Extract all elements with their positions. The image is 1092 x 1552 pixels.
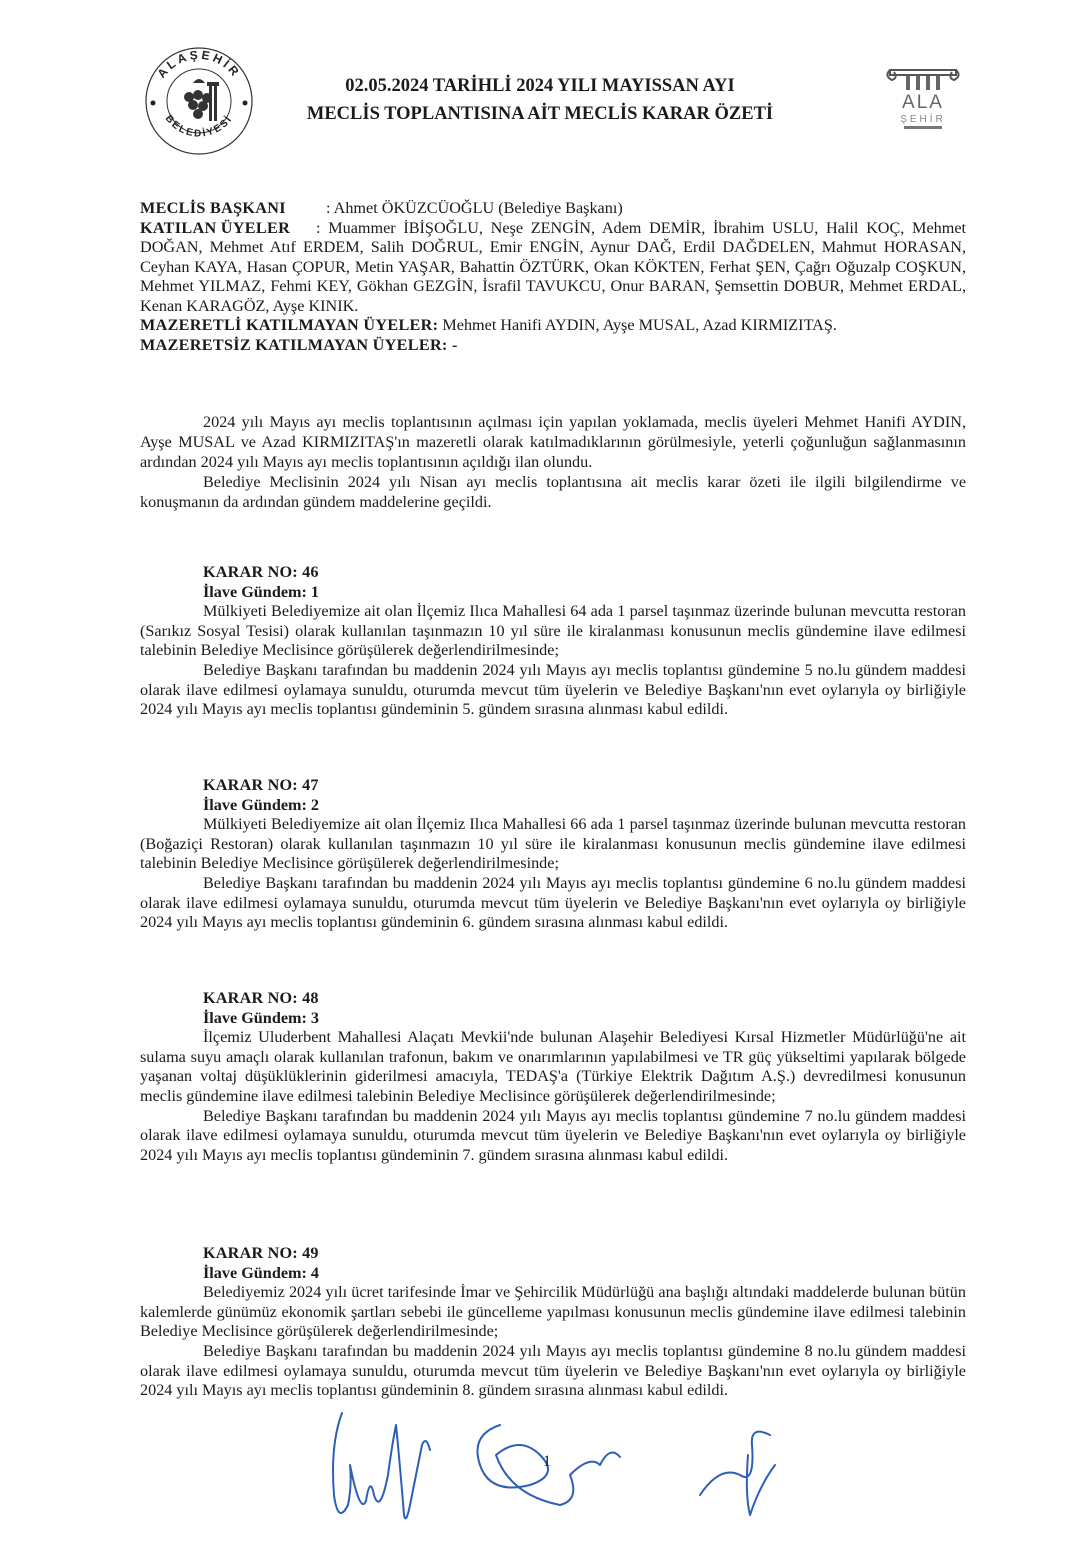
document-title	[270, 72, 810, 128]
title-line-2: MECLİS TOPLANTISINA AİT MECLİS KARAR ÖZETİ	[306, 104, 774, 124]
decision-heading: KARAR NO: 47	[203, 776, 319, 794]
decision-paragraph: Belediye Başkanı tarafından bu maddenin 2024 yılı Mayıs ayı meclis toplantısı gündemine 7 no.lu gündem maddesi olarak ilave edilmesi oylamaya sunuldu, oturumda mevcut tüm üyelerin ve Belediye Başkanı'nın evet oylarıyla oy birliğiyle 2024 yılı Mayıs ayı meclis toplantısı gündeminin 7. gündem sırasına alınması kabul edildi.	[140, 1106, 966, 1164]
president-value: : Ahmet ÖKÜZCÜOĞLU (Belediye Başkanı)	[326, 199, 623, 217]
signature-1	[333, 1413, 430, 1518]
decision-agenda: İlave Gündem: 4	[203, 1263, 320, 1282]
decision-paragraph: Mülkiyeti Belediyemize ait olan İlçemiz Ilıca Mahallesi 64 ada 1 parsel taşınmaz üzerinde bulunan mevcutta restoran (Sarıkız Sosyal Tesisi) olarak kullanılan taşınmazın 10 yıl süre ile kiralanması konusunun meclis gündemine ilave edilmesi talebinin Belediye Meclisince görüşülerek değerlendirilmesinde;	[140, 602, 966, 660]
unexcused-line	[140, 336, 966, 356]
decision-agenda: İlave Gündem: 2	[203, 795, 320, 814]
decision-paragraph: Belediyemiz 2024 yılı ücret tarifesinde İmar ve Şehircilik Müdürlüğü ana başlığı altındaki maddelerde bulunan bütün kalemlerde günümüz ekonomik şartları sebebi ile güncelleme yapılması konusunun meclis gündemine ilave edilmesi talebinin Belediye Meclisince görüşülerek değerlendirilmesinde;	[140, 1283, 966, 1341]
signatures	[300, 1405, 820, 1535]
members-value: : Muammer İBİŞOĞLU, Neşe ZENGİN, Adem DEMİR, İbrahim USLU, Halil KOÇ, Mehmet DOĞAN, Mehmet Atıf ERDEM, Salih DOĞRUL, Emir ENGİN, Aynur DAĞ, Erdil DAĞDELEN, Mahmut HORASAN, Ceyhan KAYA, Hasan ÇOPUR, Metin YAŞAR, Bahattin ÖZTÜRK, Okan KÖKTEN, Ferhat ŞEN, Çağrı Oğuzalp COŞKUN, Mehmet YILMAZ, Fehmi KEY, Gökhan GEZGİN, İsrafil TAVUKCU, Onur BARAN, Şemsettin DOBUR, Mehmet ERDAL, Kenan KARAGÖZ, Ayşe KINIK.	[140, 218, 966, 315]
svg-text:BELEDİYESİ: BELEDİYESİ	[162, 113, 236, 140]
president-line	[140, 199, 966, 219]
excused-line	[140, 316, 966, 336]
alasehir-logo	[880, 62, 966, 132]
svg-text:ALAŞEHİR: ALAŞEHİR	[154, 47, 244, 81]
decision-agenda: İlave Gündem: 1	[203, 582, 320, 601]
attendance-block	[140, 199, 966, 355]
intro-section	[140, 412, 966, 512]
unexcused-label: MAZERETSİZ KATILMAYAN ÜYELER: -	[140, 335, 458, 354]
decision-48	[140, 989, 966, 1165]
signature-3	[700, 1432, 775, 1515]
decision-paragraph: Belediye Başkanı tarafından bu maddenin 2024 yılı Mayıs ayı meclis toplantısı gündemine 5 no.lu gündem maddesi olarak ilave edilmesi oylamaya sunuldu, oturumda mevcut tüm üyelerin ve Belediye Başkanı'nın evet oylarıyla oy birliğiyle 2024 yılı Mayıs ayı meclis toplantısı gündeminin 5. gündem sırasına alınması kabul edildi.	[140, 660, 966, 719]
logo-subtext: ŞEHİR	[900, 114, 946, 125]
president-label: MECLİS BAŞKANI	[140, 199, 286, 217]
decision-paragraph: İlçemiz Uluderbent Mahallesi Alaçatı Mevkii'nde bulunan Alaşehir Belediyesi Kırsal Hizmetler Müdürlüğü'ne ait sulama suyu amaçlı olarak kullanılan trafonun, bakım ve onarımlarının yapılabilmesi ve TR güç yükseltimi yapılarak bölgede yaşanan voltaj düşüklüklerinin giderilmesi amacıyla, TEDAŞ'a (Türkiye Elektrik Dağıtım A.Ş.) devredilmesi konusunun meclis gündemine ilave edilmesi talebinin Belediye Meclisince görüşülerek değerlendirilmesinde;	[140, 1028, 966, 1105]
decision-heading: KARAR NO: 46	[203, 563, 319, 581]
decision-paragraph: Mülkiyeti Belediyemize ait olan İlçemiz Ilıca Mahallesi 66 ada 1 parsel taşınmaz üzerinde bulunan mevcutta restoran (Boğaziçi Restoran) olarak kullanılan taşınmazın 10 yıl süre ile kiralanması konusunun meclis gündemine ilave edilmesi talebinin Belediye Meclisince görüşülerek değerlendirilmesinde;	[140, 815, 966, 873]
decision-agenda: İlave Gündem: 3	[203, 1008, 320, 1027]
excused-value: Mehmet Hanifi AYDIN, Ayşe MUSAL, Azad KIRMIZITAŞ.	[442, 316, 837, 334]
decision-paragraph: Belediye Başkanı tarafından bu maddenin 2024 yılı Mayıs ayı meclis toplantısı gündemine 8 no.lu gündem maddesi olarak ilave edilmesi oylamaya sunuldu, oturumda mevcut tüm üyelerin ve Belediye Başkanı'nın evet oylarıyla oy birliğiyle 2024 yılı Mayıs ayı meclis toplantısı gündeminin 8. gündem sırasına alınması kabul edildi.	[140, 1341, 966, 1400]
members-label: KATILAN ÜYELER	[140, 218, 291, 237]
decision-47	[140, 776, 966, 933]
decision-46	[140, 563, 966, 720]
logo-text: ALA	[902, 92, 944, 113]
decision-49	[140, 1244, 966, 1401]
decision-paragraph: Belediye Başkanı tarafından bu maddenin 2024 yılı Mayıs ayı meclis toplantısı gündemine 6 no.lu gündem maddesi olarak ilave edilmesi oylamaya sunuldu, oturumda mevcut tüm üyelerin ve Belediye Başkanı'nın evet oylarıyla oy birliğiyle 2024 yılı Mayıs ayı meclis toplantısı gündeminin 6. gündem sırasına alınması kabul edildi.	[140, 873, 966, 932]
municipality-seal	[143, 45, 255, 157]
members-line	[140, 219, 966, 317]
intro-paragraph-1: 2024 yılı Mayıs ayı meclis toplantısının açılması için yapılan yoklamada, meclis üyeleri Mehmet Hanifi AYDIN, Ayşe MUSAL ve Azad KIRMIZITAŞ'ın mazeretli olarak katılmadıklarının görülmesiyle, yeterli çoğunluğun sağlanmasının ardından 2024 yılı Mayıs ayı meclis toplantısının açıldığı ilan olundu.	[140, 413, 966, 471]
excused-label: MAZERETLİ KATILMAYAN ÜYELER:	[140, 316, 439, 334]
title-line-1: 02.05.2024 TARİHLİ 2024 YILI MAYISSAN AYI	[345, 76, 735, 96]
page-number: 1	[543, 1453, 551, 1470]
decision-heading: KARAR NO: 48	[203, 989, 319, 1007]
decision-heading: KARAR NO: 49	[203, 1244, 319, 1262]
intro-paragraph-2: Belediye Meclisinin 2024 yılı Nisan ayı meclis toplantısına ait meclis karar özeti ile ilgili bilgilendirme ve konuşmanın da ardından gündem maddelerine geçildi.	[140, 473, 966, 511]
